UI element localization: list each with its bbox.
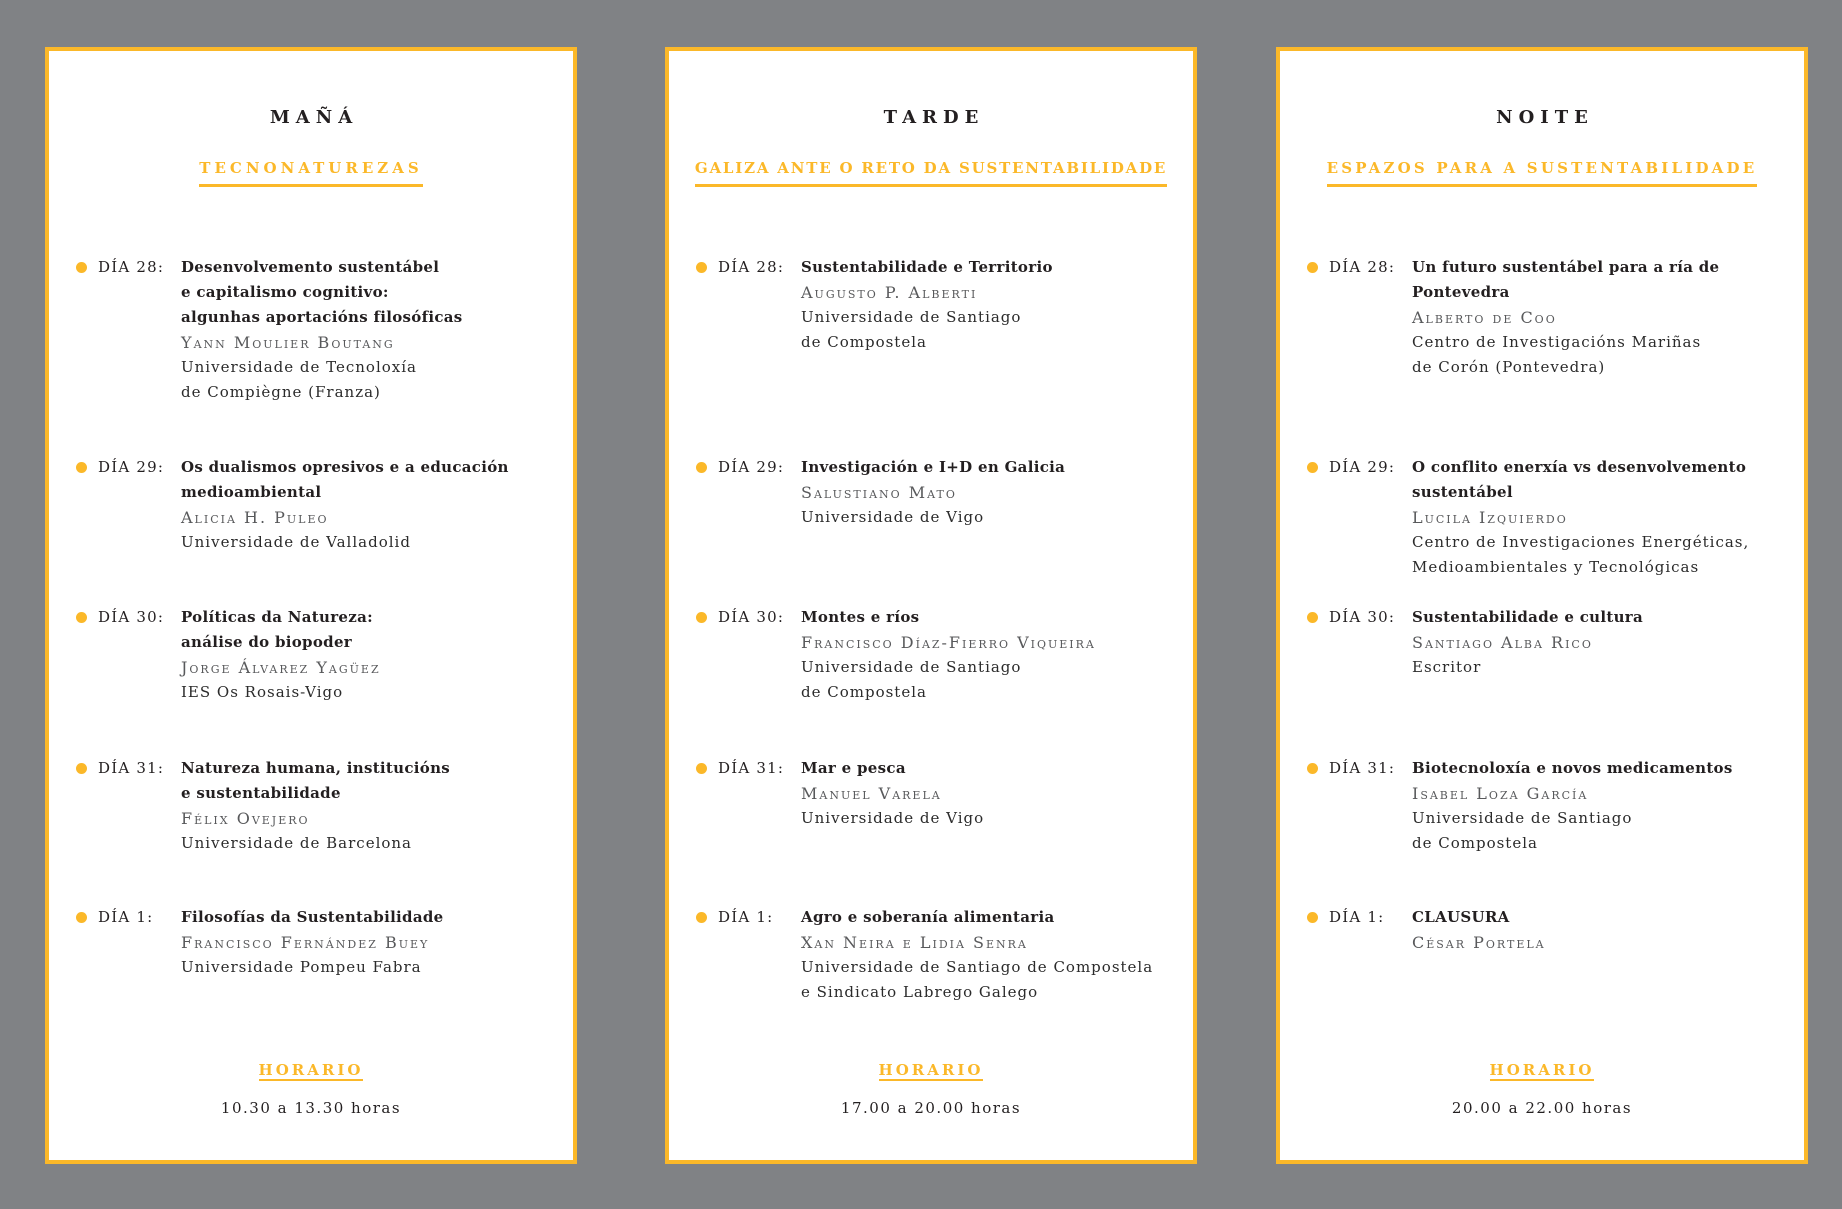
schedule-heading: HORARIO — [258, 1061, 364, 1079]
panel-subtitle-container — [669, 158, 1193, 187]
speaker-affiliation-line: Universidade de Santiago — [801, 658, 1022, 676]
schedule-heading-container — [49, 1060, 573, 1081]
panel-title: TARDE — [883, 107, 985, 128]
session-title-line: Agro e soberanía alimentaria — [801, 908, 1055, 926]
session-title-line: Sustentabilidade e Territorio — [801, 258, 1053, 276]
session-title-line: Os dualismos opresivos e a educación — [181, 458, 509, 476]
session-details — [1412, 605, 1643, 680]
session-day: DÍA 28: — [718, 258, 785, 276]
speaker-affiliation-line: de Compostela — [1412, 834, 1538, 852]
speaker-name: Alberto de Coo — [1412, 308, 1557, 327]
session-title-line: sustentábel — [1412, 483, 1513, 501]
bullet-icon — [1307, 262, 1318, 273]
session-entry — [1280, 455, 1804, 615]
schedule-panel — [665, 47, 1197, 1164]
session-title-line: medioambiental — [181, 483, 322, 501]
session-entry — [49, 605, 573, 765]
session-title-line: Mar e pesca — [801, 759, 906, 777]
speaker-name: Lucila Izquierdo — [1412, 508, 1568, 527]
speaker-name: Salustiano Mato — [801, 483, 957, 502]
session-details — [181, 756, 450, 856]
session-title-line: Desenvolvemento sustentábel — [181, 258, 440, 276]
session-details — [181, 455, 509, 555]
bullet-icon — [1307, 763, 1318, 774]
speaker-name: Francisco Díaz-Fierro Viqueira — [801, 633, 1096, 652]
session-day: DÍA 30: — [1329, 608, 1396, 626]
session-details — [181, 605, 381, 705]
session-details — [801, 255, 1053, 355]
session-entry — [669, 455, 1193, 615]
schedule-heading: HORARIO — [878, 1061, 984, 1079]
session-details — [1412, 455, 1749, 580]
schedule-heading-container — [1280, 1060, 1804, 1081]
session-entry — [669, 905, 1193, 1065]
bullet-icon — [696, 912, 707, 923]
bullet-icon — [76, 262, 87, 273]
speaker-affiliation-line: de Compostela — [801, 333, 927, 351]
speaker-name: Isabel Loza García — [1412, 784, 1589, 803]
session-day: DÍA 1: — [98, 908, 154, 926]
session-entry — [669, 756, 1193, 916]
speaker-affiliation-line: Universidade de Santiago de Compostela — [801, 958, 1154, 976]
speaker-name: Francisco Fernández Buey — [181, 933, 430, 952]
session-entry — [1280, 756, 1804, 916]
speaker-affiliation-line: e Sindicato Labrego Galego — [801, 983, 1039, 1001]
speaker-affiliation-line: de Compiègne (Franza) — [181, 383, 381, 401]
session-entry — [49, 455, 573, 615]
speaker-affiliation-line: Centro de Investigaciones Energéticas, — [1412, 533, 1750, 551]
schedule-panel — [1276, 47, 1808, 1164]
speaker-affiliation-line: Universidade Pompeu Fabra — [181, 958, 422, 976]
session-title-line: algunhas aportacións filosóficas — [181, 308, 463, 326]
session-day: DÍA 1: — [718, 908, 774, 926]
session-title-line: e capitalismo cognitivo: — [181, 283, 389, 301]
session-title-line: Natureza humana, institucións — [181, 759, 451, 777]
bullet-icon — [1307, 612, 1318, 623]
session-details — [801, 756, 984, 831]
session-entry — [1280, 905, 1804, 1065]
speaker-name: Félix Ovejero — [181, 809, 310, 828]
schedule-time: 10.30 a 13.30 horas — [220, 1099, 402, 1117]
session-day: DÍA 28: — [98, 258, 165, 276]
speaker-affiliation-line: Escritor — [1412, 658, 1482, 676]
session-entry — [1280, 255, 1804, 415]
panel-subtitle: TECNONATUREZAS — [199, 158, 422, 187]
speaker-name: Yann Moulier Boutang — [181, 333, 395, 352]
speaker-name: Manuel Varela — [801, 784, 942, 803]
schedule-heading-container — [669, 1060, 1193, 1081]
session-title-line: Filosofías da Sustentabilidade — [181, 908, 444, 926]
session-entry — [49, 905, 573, 1065]
session-title-line: Sustentabilidade e cultura — [1412, 608, 1644, 626]
panel-subtitle-container — [49, 158, 573, 187]
speaker-name: César Portela — [1412, 933, 1546, 952]
bullet-icon — [1307, 912, 1318, 923]
session-details — [181, 255, 463, 405]
session-title-line: Biotecnoloxía e novos medicamentos — [1412, 759, 1733, 777]
session-title-line: Investigación e I+D en Galicia — [801, 458, 1066, 476]
bullet-icon — [76, 912, 87, 923]
session-entry — [49, 255, 573, 415]
session-title-line: CLAUSURA — [1412, 908, 1510, 926]
session-title-line: e sustentabilidade — [181, 784, 341, 802]
speaker-affiliation-line: de Corón (Pontevedra) — [1412, 358, 1606, 376]
session-day: DÍA 29: — [98, 458, 165, 476]
speaker-affiliation-line: Universidade de Vigo — [801, 508, 985, 526]
speaker-affiliation-line: Universidade de Barcelona — [181, 834, 413, 852]
speaker-name: Xan Neira e Lidia Senra — [801, 933, 1028, 952]
bullet-icon — [696, 262, 707, 273]
session-day: DÍA 31: — [98, 759, 165, 777]
session-entry — [669, 255, 1193, 415]
panel-subtitle-container — [1280, 158, 1804, 187]
session-details — [801, 905, 1153, 1005]
bullet-icon — [1307, 462, 1318, 473]
session-day: DÍA 1: — [1329, 908, 1385, 926]
bullet-icon — [76, 462, 87, 473]
session-title-line: Pontevedra — [1412, 283, 1510, 301]
speaker-name: Santiago Alba Rico — [1412, 633, 1593, 652]
session-day: DÍA 30: — [718, 608, 785, 626]
session-day: DÍA 31: — [1329, 759, 1396, 777]
session-details — [1412, 905, 1546, 955]
session-details — [801, 605, 1096, 705]
bullet-icon — [76, 763, 87, 774]
panel-title: MAÑÁ — [269, 107, 359, 128]
panel-subtitle: ESPAZOS PARA A SUSTENTABILIDADE — [1327, 158, 1758, 187]
schedule-time: 20.00 a 22.00 horas — [1451, 1099, 1633, 1117]
session-title-line: Un futuro sustentábel para a ría de — [1412, 258, 1720, 276]
speaker-affiliation-line: Universidade de Santiago — [1412, 809, 1633, 827]
session-details — [1412, 756, 1733, 856]
schedule-panel — [45, 47, 577, 1164]
speaker-affiliation-line: IES Os Rosais-Vigo — [181, 683, 344, 701]
schedule-time: 17.00 a 20.00 horas — [840, 1099, 1022, 1117]
panel-title: NOITE — [1496, 107, 1594, 128]
bullet-icon — [696, 462, 707, 473]
speaker-name: Augusto P. Alberti — [801, 283, 978, 302]
speaker-affiliation-line: Medioambientales y Tecnológicas — [1412, 558, 1700, 576]
session-title-line: O conflito enerxía vs desenvolvemento — [1412, 458, 1747, 476]
session-title-line: Políticas da Natureza: — [181, 608, 373, 626]
speaker-affiliation-line: Universidade de Santiago — [801, 308, 1022, 326]
speaker-name: Alicia H. Puleo — [181, 508, 329, 527]
session-details — [1412, 255, 1719, 380]
panel-subtitle: GALIZA ANTE O RETO DA SUSTENTABILIDADE — [695, 158, 1167, 187]
session-details — [801, 455, 1065, 530]
speaker-affiliation-line: de Compostela — [801, 683, 927, 701]
session-entry — [49, 756, 573, 916]
session-day: DÍA 28: — [1329, 258, 1396, 276]
session-day: DÍA 29: — [718, 458, 785, 476]
session-entry — [669, 605, 1193, 765]
schedule-heading: HORARIO — [1489, 1061, 1595, 1079]
speaker-affiliation-line: Centro de Investigacións Mariñas — [1412, 333, 1702, 351]
session-details — [181, 905, 444, 980]
session-entry — [1280, 605, 1804, 765]
bullet-icon — [696, 612, 707, 623]
session-day: DÍA 29: — [1329, 458, 1396, 476]
bullet-icon — [696, 763, 707, 774]
speaker-affiliation-line: Universidade de Valladolid — [181, 533, 411, 551]
speaker-affiliation-line: Universidade de Vigo — [801, 809, 985, 827]
session-day: DÍA 30: — [98, 608, 165, 626]
session-day: DÍA 31: — [718, 759, 785, 777]
speaker-name: Jorge Álvarez Yagüez — [181, 658, 381, 677]
bullet-icon — [76, 612, 87, 623]
speaker-affiliation-line: Universidade de Tecnoloxía — [181, 358, 417, 376]
session-title-line: Montes e ríos — [801, 608, 920, 626]
session-title-line: análise do biopoder — [181, 633, 352, 651]
